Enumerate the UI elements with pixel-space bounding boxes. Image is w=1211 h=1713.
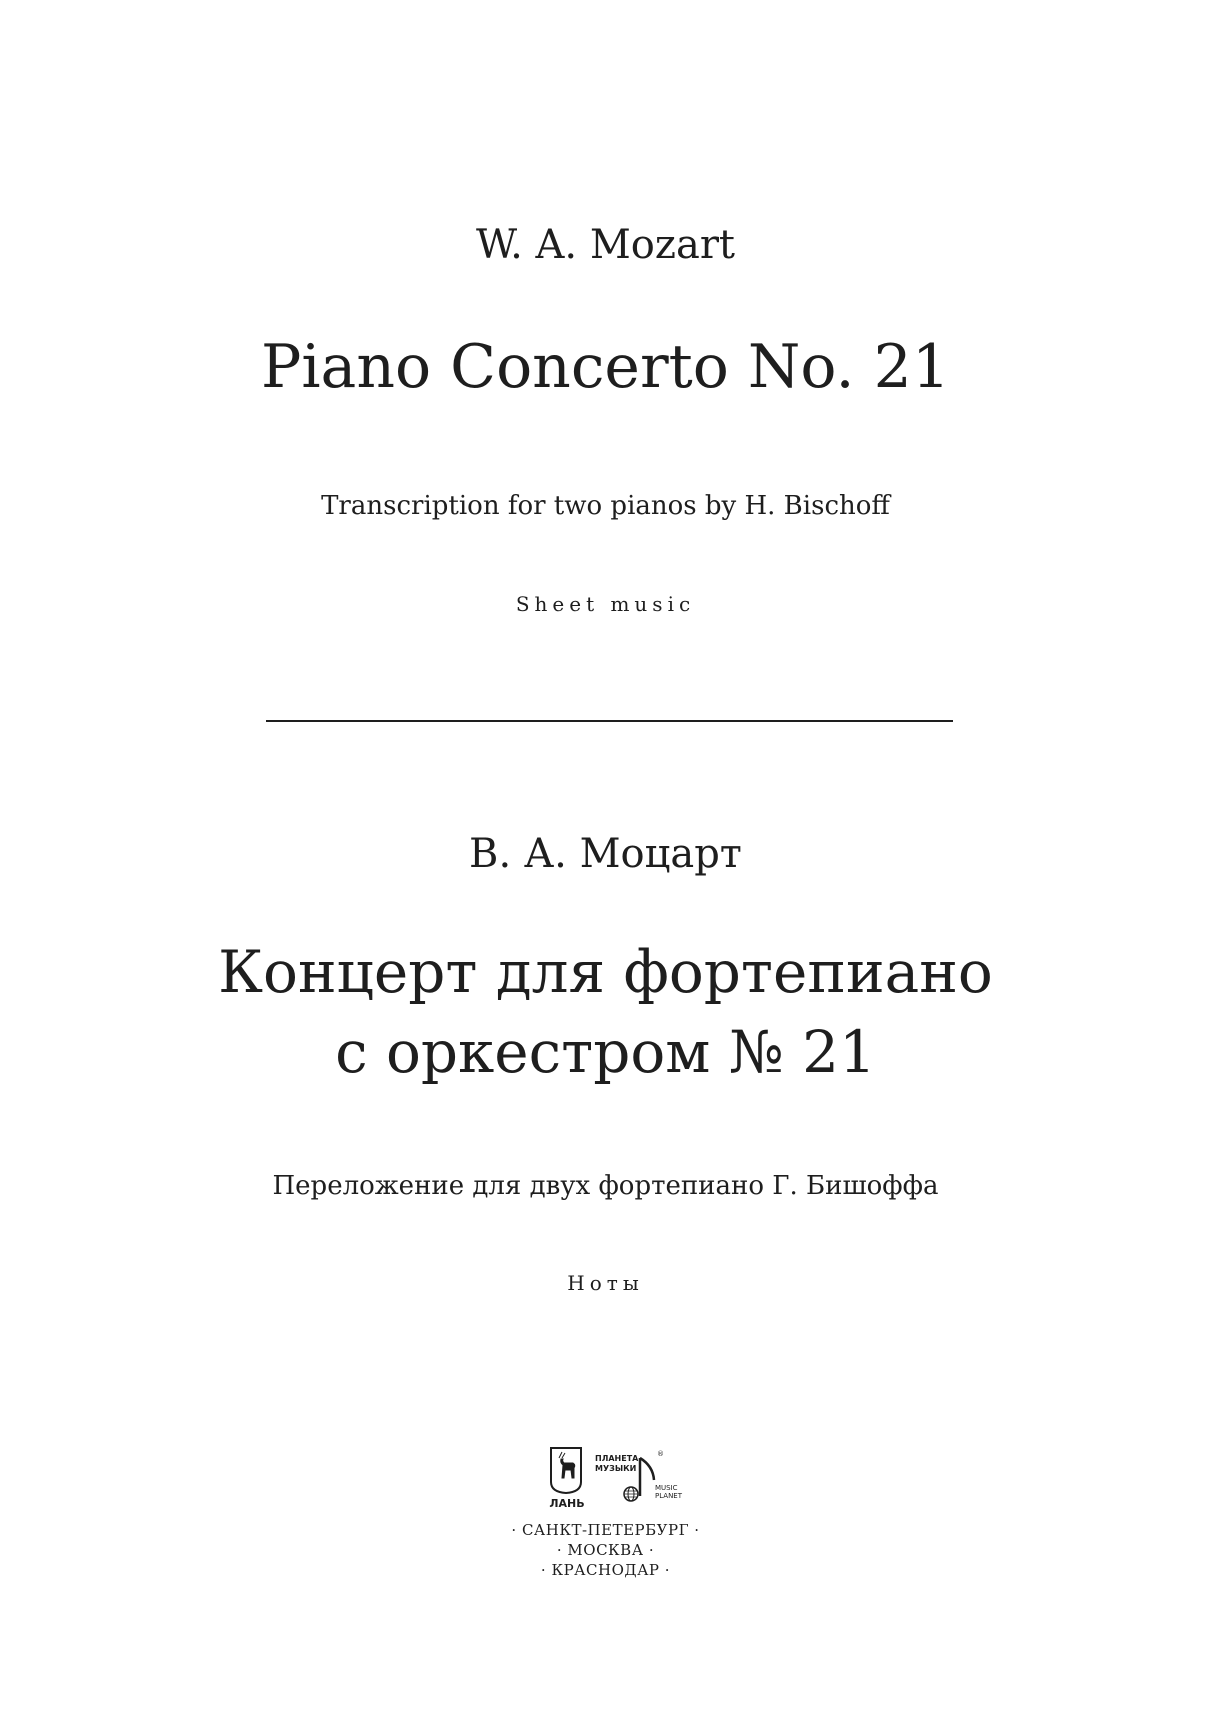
transcription-note-russian: Переложение для двух фортепиано Г. Бишоффа bbox=[272, 1171, 939, 1201]
planeta-muzyki-label bbox=[595, 1454, 638, 1474]
work-title-russian-line-2: с оркестром № 21 bbox=[335, 1018, 876, 1086]
music-planet-label bbox=[655, 1484, 682, 1500]
lan-label: ЛАНЬ bbox=[549, 1497, 585, 1510]
planeta-line-1: ПЛАНЕТА bbox=[595, 1454, 639, 1463]
work-title-russian-line-1: Концерт для фортепиано bbox=[218, 938, 993, 1006]
planeta-line-2: МУЗЫКИ bbox=[595, 1464, 637, 1473]
music-planet-line-1: MUSIC bbox=[655, 1484, 678, 1492]
section-divider bbox=[266, 720, 953, 722]
work-title-english: Piano Concerto No. 21 bbox=[260, 332, 950, 402]
lan-deer-icon bbox=[549, 1446, 583, 1494]
publication-type-english: Sheet music bbox=[515, 592, 696, 616]
composer-name-russian: В. А. Моцарт bbox=[469, 831, 742, 877]
publisher-city-saint-petersburg: · САНКТ-ПЕТЕРБУРГ · bbox=[511, 1521, 700, 1539]
publisher-city-krasnodar: · КРАСНОДАР · bbox=[540, 1561, 671, 1579]
music-note-icon bbox=[637, 1456, 657, 1504]
registered-mark: ® bbox=[657, 1450, 664, 1458]
transcription-note-english: Transcription for two pianos by H. Bischoff bbox=[321, 491, 890, 521]
composer-name-english: W. A. Mozart bbox=[475, 222, 736, 268]
music-planet-line-2: PLANET bbox=[655, 1492, 683, 1500]
publisher-logos bbox=[549, 1446, 683, 1518]
publisher-city-moscow: · МОСКВА · bbox=[556, 1541, 655, 1559]
publication-type-russian: Ноты bbox=[567, 1271, 644, 1295]
globe-icon bbox=[623, 1486, 639, 1502]
